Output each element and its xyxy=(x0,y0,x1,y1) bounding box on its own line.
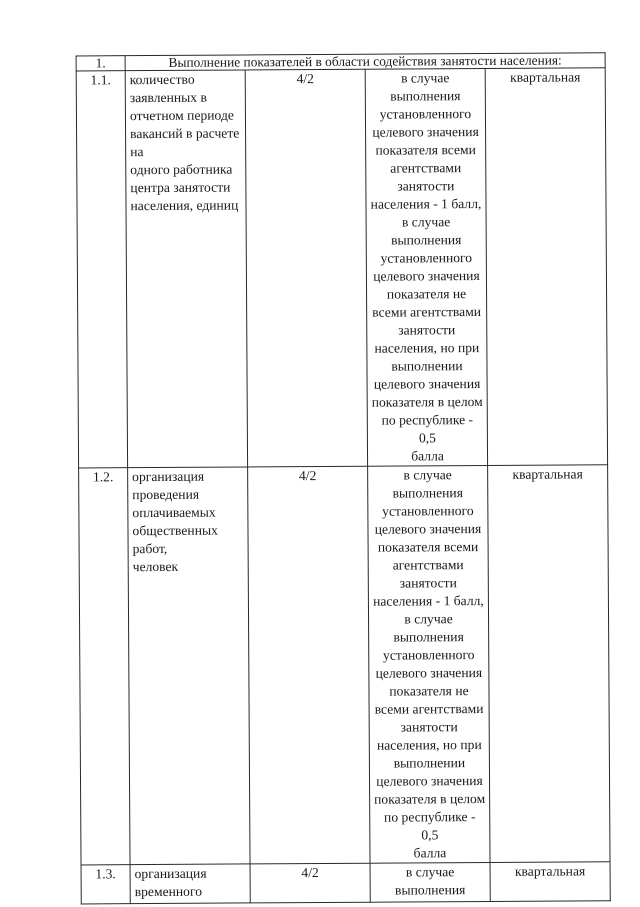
section-number: 1. xyxy=(76,56,125,71)
section-title: Выполнение показателей в области содействия занятости населения: xyxy=(125,53,605,71)
indicator-weight: 4/2 xyxy=(245,69,367,467)
table-row xyxy=(76,68,607,468)
reporting-period: квартальная xyxy=(485,68,607,466)
scoring-rule: в случае выполнения установленного целевого значения показателя всеми агентствами занятости населения - 1 балл, в случае выполнения установленного целевого значения показателя не всеми агентствами занятости населения, но при выполнении целевого значения показателя в целом по республике - 0,5 балла xyxy=(365,68,487,466)
indicator-name: организация временного xyxy=(130,864,250,904)
scoring-rule: в случае выполнения установленного целевого значения показателя всеми агентствами занятости населения - 1 балл, в случае выполнения установленного целевого значения показателя не всеми агентствами занятости населения, но при выполнении целевого значения показателя в целом по республике - 0,5 балла xyxy=(368,465,490,863)
table-row xyxy=(81,862,610,904)
reporting-period: квартальная xyxy=(488,465,610,863)
reporting-period: квартальная xyxy=(490,862,610,902)
scoring-rule: в случае выполнения xyxy=(370,862,490,902)
indicators-table xyxy=(76,52,611,904)
table-row xyxy=(79,465,610,865)
row-number: 1.3. xyxy=(81,865,130,904)
row-number: 1.1. xyxy=(76,71,127,468)
row-number: 1.2. xyxy=(79,468,130,865)
indicator-weight: 4/2 xyxy=(250,863,370,903)
indicator-weight: 4/2 xyxy=(248,466,370,864)
indicator-name: количество заявленных в отчетном периоде вакансий в расчете на одного работника центра занятости населения, единиц xyxy=(125,70,247,468)
indicator-name: организация проведения оплачиваемых общественных работ, человек xyxy=(128,467,250,865)
